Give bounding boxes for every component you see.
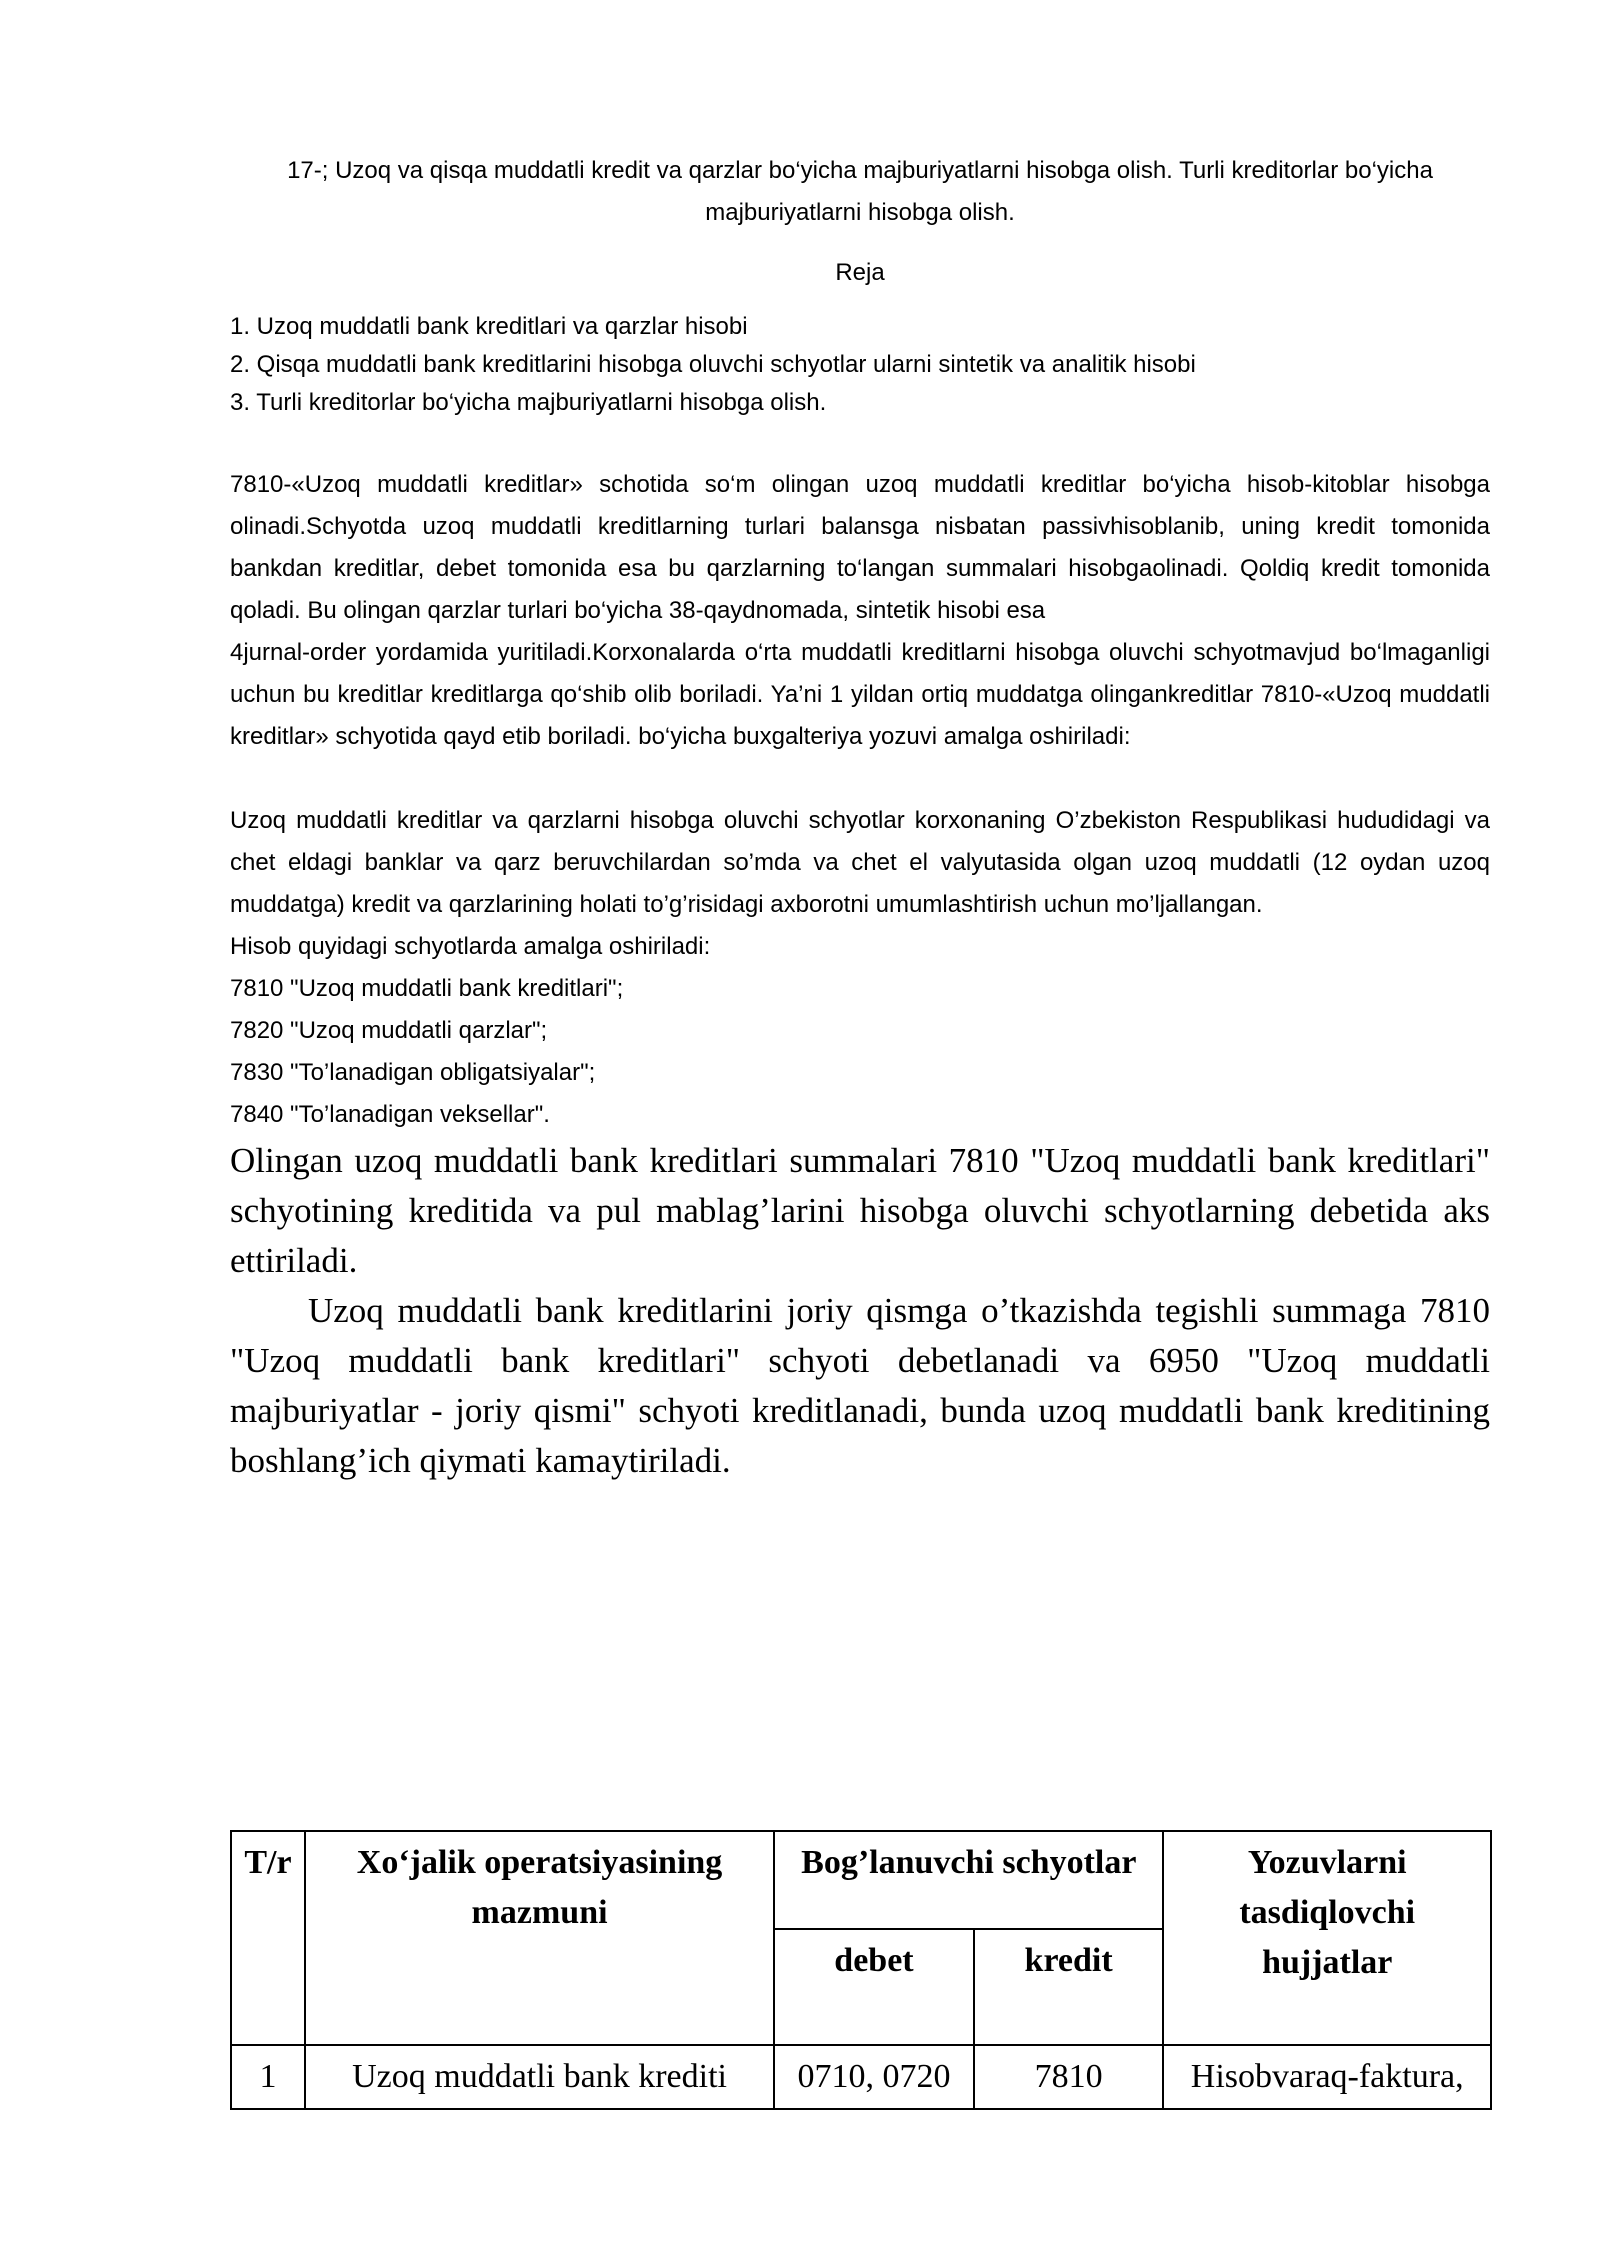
account-item: 7820 "Uzoq muddatli qarzlar";: [230, 1017, 548, 1044]
paragraph-long-term-accounts: Uzoq muddatli kreditlar va qarzlarni hisobga oluvchi schyotlar korxonaning O’zbekiston Respublikasi hududidagi va chet eldagi banklar va qarz beruvchilardan so’mda va chet el valyutasida olgan uzoq muddatli (12 oydan uzoq muddatga) kredit va qarzlarining holati to’g’risidagi axborotni umumlashtirish uchun mo’ljallangan.: [230, 807, 1490, 918]
cell-content: Uzoq muddatli bank krediti: [305, 2045, 774, 2109]
cell-kredit: 7810: [974, 2045, 1164, 2109]
account-item: 7840 "To’lanadigan veksellar".: [230, 1101, 550, 1128]
cell-docs: Hisobvaraq-faktura,: [1163, 2045, 1491, 2109]
paragraph-7810-intro: 7810-«Uzoq muddatli kreditlar» schotida so‘m olingan uzoq muddatli kreditlar bo‘yicha hisob-kitoblar hisobga olinadi.Schyotda uzoq muddatli kreditlarning turlari balansga nisbatan passivhisoblanib, uning kredit tomonida bankdan kreditlar, debet tomonida esa bu qarzlarning to‘langan summalari hisobgaolinadi. Qoldiq kredit tomonida qoladi. Bu olingan qarzlar turlari bo‘yicha 38-qaydnomada, sintetik hisobi esa: [230, 471, 1490, 624]
header-tr: T/r: [231, 1831, 305, 2045]
plan-item: 1. Uzoq muddatli bank kreditlari va qarzlar hisobi: [230, 313, 748, 340]
operations-table: [230, 1830, 1492, 2110]
cell-debet: 0710, 0720: [774, 2045, 974, 2109]
header-content: Xo‘jalik operatsiyasining mazmuni: [305, 1831, 774, 2045]
plan-item: 2. Qisqa muddatli bank kreditlarini hisobga oluvchi schyotlar ularni sintetik va analitik hisobi: [230, 351, 1196, 378]
paragraph-journal-order: 4jurnal-order yordamida yuritiladi.Korxonalarda o‘rta muddatli kreditlarni hisobga oluvchi schyotmavjud bo‘lmaganligi uchun bu kreditlar kreditlarga qo‘shib olib boriladi. Ya’ni 1 yildan ortiq muddatga olingankreditlar 7810-«Uzoq muddatli kreditlar» schyotida qayd etib boriladi. bo‘yicha buxgalteriya yozuvi amalga oshiriladi:: [230, 639, 1490, 750]
paragraph-credit-receipt: Olingan uzoq muddatli bank kreditlari summalari 7810 "Uzoq muddatli bank kreditlari" schyotining kreditida va pul mablag’larini hisobga oluvchi schyotlarning debetida aks ettiriladi.: [230, 1141, 1490, 1280]
account-item: 7830 "To’lanadigan obligatsiyalar";: [230, 1059, 596, 1086]
document-page: [230, 150, 1490, 1486]
paragraph-accounts-intro: Hisob quyidagi schyotlarda amalga oshiriladi:: [230, 933, 711, 960]
header-accounts: Bog’lanuvchi schyotlar: [774, 1831, 1163, 1929]
plan-item: 3. Turli kreditorlar bo‘yicha majburiyatlarni hisobga olish.: [230, 389, 827, 416]
document-title: 17-; Uzoq va qisqa muddatli kredit va qarzlar bo‘yicha majburiyatlarni hisobga olish. Turli kreditorlar bo‘yicha majburiyatlarni hisobga olish.: [287, 157, 1433, 226]
cell-tr: 1: [231, 2045, 305, 2109]
header-kredit: kredit: [974, 1929, 1164, 2045]
table-row: [231, 2045, 1491, 2109]
plan-heading: Reja: [835, 259, 885, 286]
plan-list: [230, 308, 1490, 422]
account-item: 7810 "Uzoq muddatli bank kreditlari";: [230, 975, 624, 1002]
header-docs: Yozuvlarni tasdiqlovchi hujjatlar: [1163, 1831, 1491, 2045]
header-debet: debet: [774, 1929, 974, 2045]
paragraph-current-portion: Uzoq muddatli bank kreditlarini joriy qismga o’tkazishda tegishli summaga 7810 "Uzoq muddatli bank kreditlari" schyoti debetlanadi va 6950 "Uzoq muddatli majburiyatlar - joriy qismi" schyoti kreditlanadi, bunda uzoq muddatli bank kreditining boshlang’ich qiymati kamaytiriladi.: [230, 1291, 1490, 1480]
